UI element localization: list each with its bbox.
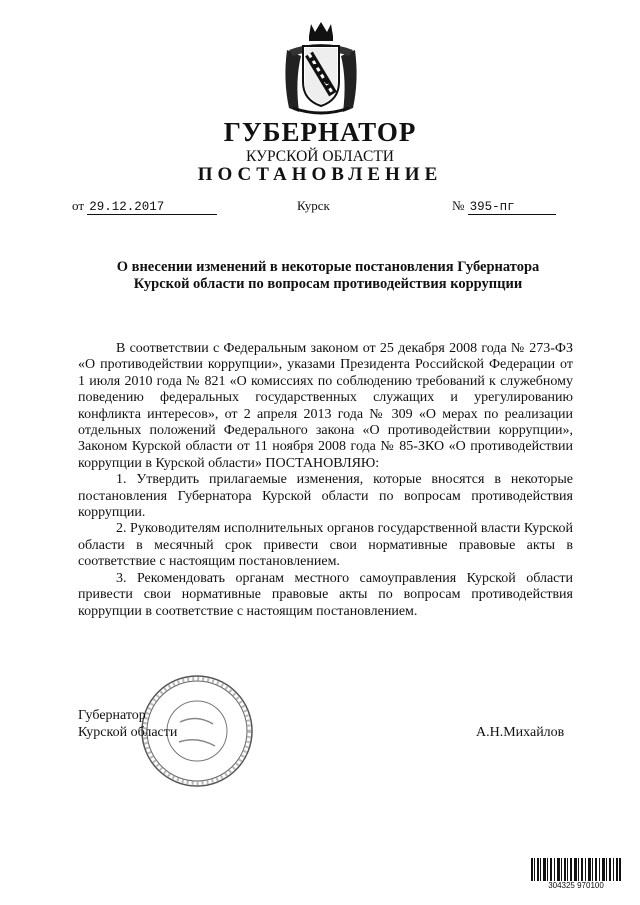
number-field [452,198,556,215]
subject-line-2: Курской области по вопросам противодействия коррупции [133,276,523,292]
document-body [78,341,573,620]
date-field [72,198,217,215]
issuer-title: ГУБЕРНАТОР [223,117,417,147]
item-2-paragraph: 2. Руководителям исполнительных органов государственной власти Курской области в месячный срок привести свои нормативные правовые акты в соответствие с настоящим постановлением. [78,521,573,570]
subject-line-1: О внесении изменений в некоторые постановления Губернатора [116,259,540,275]
position-line-2: Курской области [78,725,178,740]
issuer-region: КУРСКОЙ ОБЛАСТИ [245,148,394,165]
number-prefix: № [452,198,465,213]
city-label: Курск [297,198,330,213]
position-line-1: Губернатор [78,708,146,723]
date-prefix: от [72,198,85,213]
number-value: 395-пг [468,200,556,215]
item-3-paragraph: 3. Рекомендовать органам местного самоуправления Курской области привести свои нормативные правовые акты по вопросам противодействия коррупции в соответствие с настоящим постановлением. [78,570,573,619]
barcode-number: 304325 970100 [531,881,621,890]
preamble-paragraph: В соответствии с Федеральным законом от 25 декабря 2008 года № 273-ФЗ «О противодействии коррупции», указами Президента Российской Федерации от 1 июля 2010 года № 821 «О комиссиях по соблюдению требований к служебному поведению федеральных государственных служащих и урегулированию конфликта интересов», от 2 апреля 2013 года № 309 «О мерах по реализации отдельных положений Федерального закона «О противодействии коррупции», Законом Курской области от 11 ноября 2008 года № 85-ЗКО «О противодействии коррупции в Курской области» ПОСТАНОВЛЯЮ: [78,341,573,471]
document-type: ПОСТАНОВЛЕНИЕ [197,164,443,185]
document-subject [78,259,578,293]
signatory-position [78,707,177,741]
coat-of-arms-icon [279,20,363,118]
signatory-name: А.Н.Михайлов [476,725,565,740]
item-1-paragraph: 1. Утвердить прилагаемые изменения, которые вносятся в некоторые постановления Губернатора Курской области по вопросам противодействия коррупции. [78,472,573,521]
date-value: 29.12.2017 [87,200,217,215]
